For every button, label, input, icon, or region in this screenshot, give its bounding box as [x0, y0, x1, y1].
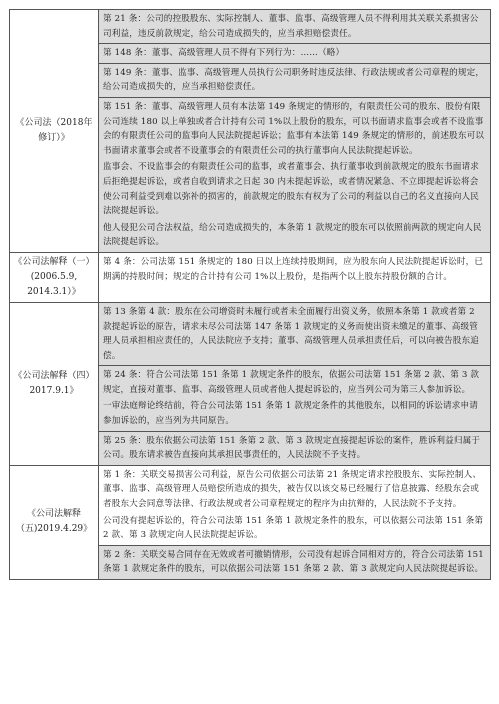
table-row: [10, 465, 491, 545]
article-cell: [99, 431, 491, 465]
article-paragraph: 第 1 条：关联交易损害公司利益，原告公司依据公司法第 21 条规定请求控股股东、实际控制人、董事、监事、高级管理人员赔偿所造成的损失，被告仅以该交易已经履行了信息披露、经股东会或者股东大会同意等法律、行政法规或者公司章程规定的程序为由抗辩的，人民法院不予支持。: [103, 469, 482, 510]
article-paragraph: 第 151 条：董事、高级管理人员有本法第 149 条规定的情形的，有限责任公司的股东、股份有限公司连续 180 以上单独或者合计持有公司 1%以上股份的股东，可以书面请求监事会或者不设监事会的有限责任公司的监事向人民法院提起诉讼；监事有本法第 149 条规定的情形的，前述股东可以书面请求董事会或者不设董事会的有限责任公司的执行董事向人民法院提起诉讼。: [103, 101, 485, 156]
article-paragraph: 第 13 条第 4 款：股东在公司增资时未履行或者未全面履行出资义务，依照本条第 1 款或者第 2 款提起诉讼的原告，请求未尽公司法第 147 条第 1 款规定的义务而使出资未缴足的董事、高级管理人员承担相应责任的，人民法院应予支持；董事、高级管理人员承担责任后，可以向被告股东追偿。: [103, 306, 479, 361]
law-name-cell: 《公司法解释（五)2019.4.29》: [10, 465, 99, 579]
article-cell: [99, 44, 491, 64]
article-paragraph: 一审法庭辩论终结前，符合公司法第 151 条第 1 款规定条件的其他股东，以相同的诉讼请求申请参加诉讼的，应当列为共同原告。: [103, 401, 479, 427]
law-name-cell: 《公司法解释（一）(2006.5.9, 2014.3.1）》: [10, 252, 99, 302]
table-row: [10, 252, 491, 302]
article-paragraph: 第 24 条：符合公司法第 151 条第 1 款规定条件的股东，依据公司法第 151 条第 2 款、第 3 款规定，直接对董事、监事、高级管理人员或者他人提起诉讼的，应当列公司为第三人参加诉讼。: [103, 370, 480, 395]
law-articles-table: [9, 9, 491, 580]
table-row: [10, 302, 491, 365]
article-paragraph: 第 21 条：公司的控股股东、实际控制人、董事、监事、高级管理人员不得利用其关联关系损害公司利益，违反前款规定，给公司造成损失的，应当承担赔偿责任。: [103, 14, 479, 39]
article-cell: [99, 97, 491, 252]
law-name-cell: 《公司法解释（四）2017.9.1》: [10, 302, 99, 465]
article-paragraph: 监事会、不设监事会的有限责任公司的监事，或者董事会、执行董事收到前款规定的股东书面请求后拒绝提起诉讼，或者自收到请求之日起 30 内未提起诉讼，或者情况紧急、不立即提起诉讼将会使公司利益受到难以弥补的损害的，前款规定的股东有权为了公司的利益以自己的名义直接向人民法院提起诉讼。: [103, 162, 479, 217]
article-paragraph: 第 2 条：关联交易合同存在无效或者可撤销情形，公司没有起诉合同相对方的，符合公司法第 151 条第 1 款规定条件的股东，可以依据公司法第 151 条第 2 款、第 3 款规定向人民法院提起诉讼。: [103, 549, 484, 575]
article-paragraph: 第 148 条：董事、高级管理人员不得有下列行为：……（略）: [103, 48, 345, 59]
law-articles-table-container: [9, 9, 491, 580]
table-row: [10, 10, 491, 44]
article-cell: [99, 366, 491, 431]
article-cell: [99, 465, 491, 545]
article-paragraph: 第 4 条：公司法第 151 条规定的 180 日以上连续持股期间，应为股东向人民法院提起诉讼时，已期满的持股时间；规定的合计持有公司 1%以上股份，是指两个以上股东持股份额的合计。: [103, 256, 484, 282]
article-paragraph: 第 25 条：股东依据公司法第 151 条第 2 款、第 3 款规定直接提起诉讼的案件，胜诉利益归属于公司。股东请求被告直接向其承担民事责任的，人民法院不予支持。: [103, 435, 481, 461]
article-cell: [99, 63, 491, 97]
article-cell: [99, 10, 491, 44]
law-articles-table-body: [10, 10, 491, 580]
article-cell: [99, 545, 491, 579]
article-paragraph: 第 149 条：董事、监事、高级管理人员执行公司职务时违反法律、行政法规或者公司章程的规定，给公司造成损失的，应当承担赔偿责任。: [103, 67, 485, 93]
article-paragraph: 公司没有提起诉讼的，符合公司法第 151 条第 1 款规定条件的股东，可以依据公司法第 151 条第 2 款、第 3 款规定向人民法院提起诉讼。: [103, 515, 484, 541]
article-cell: [99, 252, 491, 302]
article-cell: [99, 302, 491, 365]
article-paragraph: 他人侵犯公司合法权益，给公司造成损失的，本条第 1 款规定的股东可以依照前两款的规定向人民法院提起诉讼。: [103, 222, 482, 248]
law-name-cell: 《公司法（2018年修订）》: [10, 10, 99, 253]
